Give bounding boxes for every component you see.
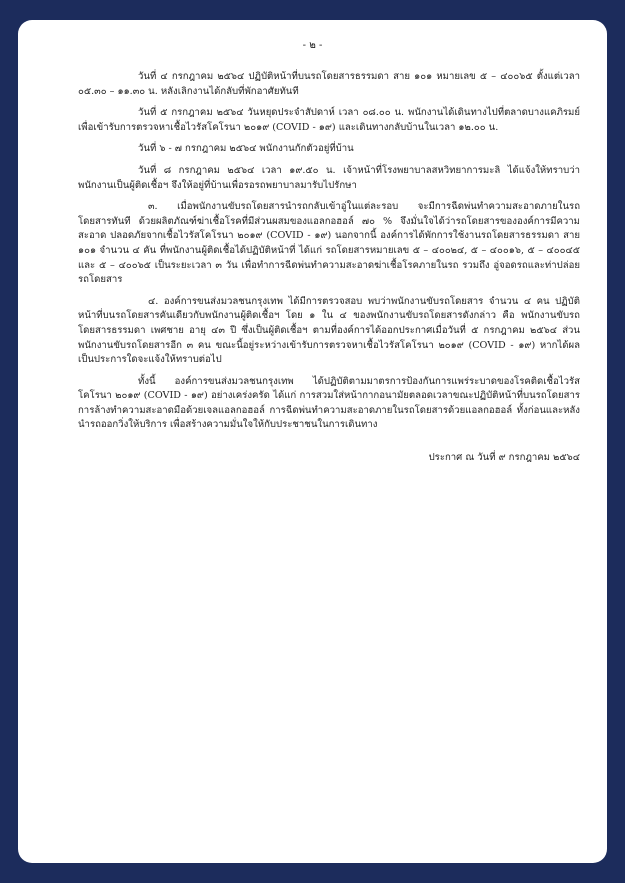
paragraph-july-6-7: วันที่ ๖ - ๗ กรกฎาคม ๒๕๖๔ พนักงานกักตัวอยู่ที่บ้าน [138,143,354,155]
page-number: - ๒ - [302,40,323,51]
paragraph-july-4: วันที่ ๔ กรกฎาคม ๒๕๖๔ ปฏิบัติหน้าที่บนรถโดยสารธรรมดา สาย ๑๐๑ หมายเลข ๕ – ๔๐๐๖๕ ตั้งแต่เวลา ๐๕.๓๐ – ๑๑.๓๐ น. หลังเลิกงานได้กลับที่พักอาศัยทันที [78,71,580,97]
document-body [78,70,580,475]
document-page [18,20,607,863]
paragraph-conclusion: ทั้งนี้ องค์การขนส่งมวลชนกรุงเทพ ได้ปฏิบัติตามมาตรการป้องกันการแพร่ระบาดของโรคติดเชื้อไวรัสโคโรนา ๒๐๑๙ (COVID - ๑๙) อย่างเคร่งครัด ได้แก่ การสวมใส่หน้ากากอนามัยตลอดเวลาขณะปฏิบัติหน้าที่บนรถโดยสาร การล้างทำความสะอาดมือด้วยเจลแอลกอฮอล์ การฉีดพ่นทำความสะอาดภายในรถโดยสารด้วยแอลกอฮอล์ ทั้งก่อนและหลังนำรถออกวิ่งให้บริการ เพื่อสร้างความมั่นใจให้กับประชาชนในการเดินทาง [78,375,580,431]
paragraph-item-3: ๓. เมื่อพนักงานขับรถโดยสารนำรถกลับเข้าอู่ในแต่ละรอบ จะมีการฉีดพ่นทำความสะอาดภายในรถโดยสารทันที ด้วยผลิตภัณฑ์ฆ่าเชื้อโรคที่มีส่วนผสมของแอลกอฮอล์ ๗๐ % จึงมั่นใจได้ว่ารถโดยสารขององค์การมีความสะอาด ปลอดภัยจากเชื้อไวรัสโคโรนา ๒๐๑๙ (COVID - ๑๙) นอกจากนี้ องค์การได้พักการใช้งานรถโดยสารธรรมดา สาย ๑๐๑ จำนวน ๔ คัน ที่พนักงานผู้ติดเชื้อได้ปฏิบัติหน้าที่ ได้แก่ รถโดยสารหมายเลข ๕ – ๔๐๐๒๔, ๕ – ๔๐๐๑๖, ๕ – ๔๐๐๔๕ และ ๕ – ๔๐๐๖๕ เป็นระยะเวลา ๓ วัน เพื่อทำการฉีดพ่นทำความสะอาดฆ่าเชื้อโรคภายในรถ รวมถึง อู่จอดรถและท่าปล่อยรถโดยสาร [78,201,580,286]
paragraph-july-5: วันที่ ๕ กรกฎาคม ๒๕๖๔ วันหยุดประจำสัปดาห์ เวลา ๐๘.๐๐ น. พนักงานได้เดินทางไปที่ตลาดบางแคภิรมย์ เพื่อเข้ารับการตรวจหาเชื้อไวรัสโคโรนา ๒๐๑๙ (COVID - ๑๙) และเดินทางกลับบ้านในเวลา ๑๒.๐๐ น. [78,107,580,133]
signature-line: ประกาศ ณ วันที่ ๙ กรกฎาคม ๒๕๖๔ [428,452,580,464]
paragraph-july-8: วันที่ ๘ กรกฎาคม ๒๕๖๔ เวลา ๑๙.๕๐ น. เจ้าหน้าที่โรงพยาบาลสหวิทยาการมะลิ ได้แจ้งให้ทราบว่า พนักงานเป็นผู้ติดเชื้อฯ จึงให้อยู่ที่บ้านเพื่อรอรถพยาบาลมารับไปรักษา [78,164,580,191]
paragraph-item-4: ๔. องค์การขนส่งมวลชนกรุงเทพ ได้มีการตรวจสอบ พบว่าพนักงานขับรถโดยสาร จำนวน ๔ คน ปฏิบัติหน้าที่บนรถโดยสารคันเดียวกับพนักงานผู้ติดเชื้อฯ โดย ๑ ใน ๔ ของพนักงานขับรถโดยสารดังกล่าว คือ พนักงานขับรถโดยสารธรรมดา เพศชาย อายุ ๔๓ ปี ซึ่งเป็นผู้ติดเชื้อฯ ตามที่องค์การได้ออกประกาศเมื่อวันที่ ๕ กรกฎาคม ๒๕๖๔ ส่วนพนักงานขับรถโดยสารอีก ๓ คน ขณะนี้อยู่ระหว่างเข้ารับการตรวจหาเชื้อไวรัสโคโรนา ๒๐๑๙ (COVID - ๑๙) หากได้ผลเป็นประการใดจะแจ้งให้ทราบต่อไป [78,295,580,366]
